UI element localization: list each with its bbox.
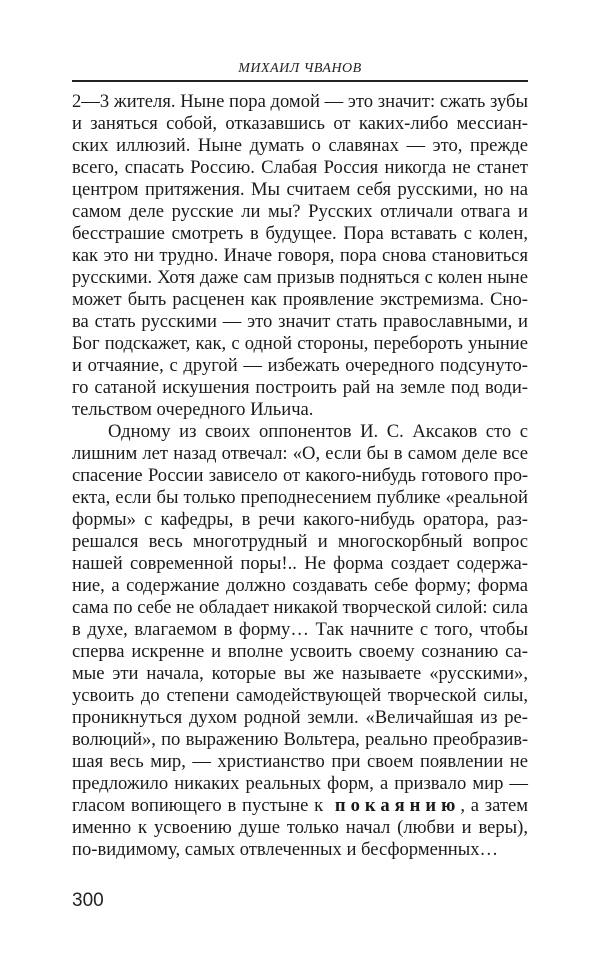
text-line: усвоить до степени самодействующей творческой силы,	[72, 685, 528, 706]
text-line: бесстрашие смотреть в будущее. Пора вставать с колен,	[72, 223, 528, 244]
text-line: в духе, влагаемом в форму… Так начните с того, чтобы	[72, 619, 528, 640]
text-line: 2—3 жителя. Ныне пора домой — это значит: сжать зубы	[72, 91, 528, 112]
text-line: и отчаяние, с другой — избежать очередного подсунуто-	[72, 355, 528, 376]
page-number: 300	[72, 890, 104, 911]
text-line: спасение России зависело от какого-нибудь готового про-	[72, 465, 528, 486]
text-line: ние, а содержание должно создавать себе форму; форма	[72, 575, 528, 596]
text-line: волюций», по выражению Вольтера, реально преобразив-	[72, 729, 528, 750]
text-line: шая весь мир, — христианство при своем появлении не	[72, 751, 528, 772]
text-line: мые эти начала, которые вы же называете «русскими»,	[72, 663, 528, 684]
text-line: Бог подскажет, как, с одной стороны, перебороть уныние	[72, 333, 528, 354]
text-line: ва стать русскими — это значит стать православными, и	[72, 311, 528, 332]
emphasized-word: покаянию	[334, 795, 461, 816]
text-line: екта, если бы только преподнесением публике «реальной	[72, 487, 528, 508]
text-line: по-видимому, самых отвлеченных и бесформенных…	[72, 839, 499, 860]
header-rule	[72, 80, 528, 82]
text-line: центром притяжения. Мы считаем себя русскими, но на	[72, 179, 528, 200]
text-line: проникнуться духом родной земли. «Величайшая из ре-	[72, 707, 528, 728]
text-line: сперва искренне и вполне усвоить своему сознанию са-	[72, 641, 528, 662]
text-line: решался весь многотрудный и многоскорбный вопрос	[72, 531, 528, 552]
text-line: формы» с кафедры, в речи какого-нибудь оратора, раз-	[72, 509, 528, 530]
text-line: как это ни трудно. Иначе говоря, пора снова становиться	[72, 245, 528, 266]
text-line: нашей современной поры!.. Не форма создает содержа-	[72, 553, 528, 574]
running-head: МИХАИЛ ЧВАНОВ	[238, 61, 362, 76]
body-text	[72, 91, 528, 861]
text-line: Одному из своих оппонентов И. С. Аксаков сто с	[108, 421, 528, 442]
text-line: лишним лет назад отвечал: «О, если бы в самом деле все	[72, 443, 528, 464]
text-line: именно к усвоению душе только начал (любви и веры),	[72, 817, 528, 838]
text-line: и заняться собой, отказавшись от каких-либо мессиан-	[72, 113, 528, 134]
text-line: может быть расценен как проявление экстремизма. Сно-	[72, 289, 528, 310]
text-line: тельством очередного Ильича.	[72, 399, 314, 420]
text-line: русскими. Хотя даже сам призыв подняться с колен ныне	[72, 267, 528, 288]
text-line: всего, спасать Россию. Слабая Россия никогда не станет	[72, 157, 528, 178]
text-fragment: гласом вопиющего в пустыне к	[72, 795, 329, 816]
text-line: предложило никаких реальных форм, а призвало мир —	[72, 773, 528, 794]
text-fragment: , а затем	[460, 795, 528, 816]
text-line: самом деле русские ли мы? Русских отличали отвага и	[72, 201, 528, 222]
text-line: сама по себе не обладает никакой творческой силой: сила	[72, 597, 528, 618]
text-line: ских иллюзий. Ныне думать о славянах — это, прежде	[72, 135, 528, 156]
text-line: го сатаной искушения построить рай на земле под води-	[72, 377, 528, 398]
text-line	[72, 795, 528, 817]
